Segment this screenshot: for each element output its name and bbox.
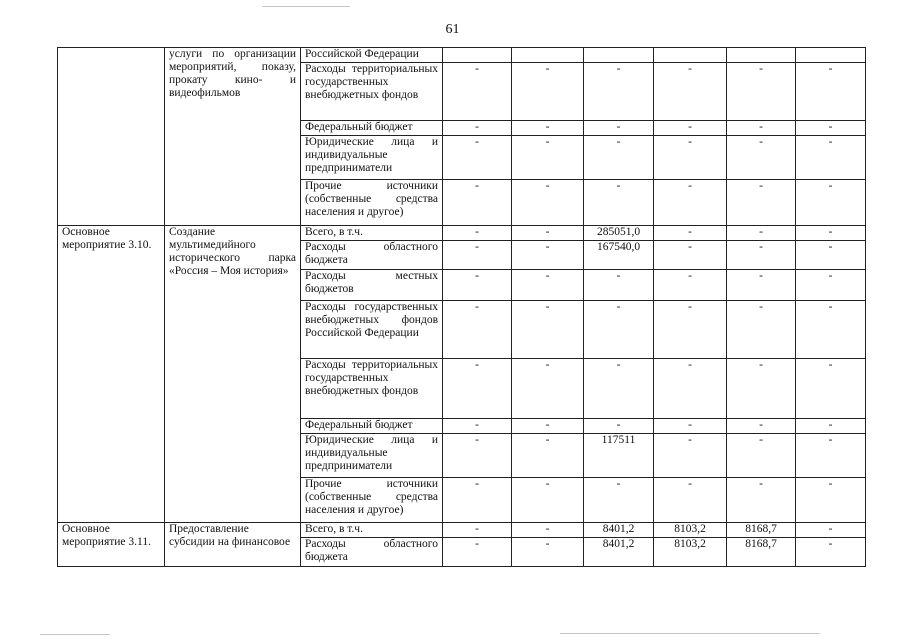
value-cell: 117511 — [584, 434, 654, 478]
value-cell: - — [584, 301, 654, 359]
value-cell: - — [584, 63, 654, 121]
value-cell: - — [512, 419, 584, 434]
source-cell: Всего, в т.ч. — [301, 523, 443, 538]
value-cell: - — [584, 121, 654, 136]
value-cell: - — [512, 478, 584, 523]
value-cell — [512, 48, 584, 63]
value-cell: 8103,2 — [654, 538, 727, 567]
value-cell: - — [443, 241, 512, 270]
source-cell: Расходы областного бюджета — [301, 241, 443, 270]
value-cell: 285051,0 — [584, 226, 654, 241]
value-cell: - — [584, 180, 654, 226]
value-cell: - — [512, 301, 584, 359]
value-cell: - — [443, 478, 512, 523]
value-cell: - — [654, 136, 727, 180]
value-cell: - — [443, 180, 512, 226]
value-cell: - — [727, 121, 796, 136]
event-cell — [58, 48, 165, 226]
source-cell: Федеральный бюджет — [301, 121, 443, 136]
value-cell: - — [512, 226, 584, 241]
value-cell: - — [654, 478, 727, 523]
budget-table — [57, 47, 866, 567]
value-cell: - — [654, 270, 727, 301]
value-cell: - — [796, 241, 866, 270]
source-cell: Всего, в т.ч. — [301, 226, 443, 241]
value-cell: - — [584, 270, 654, 301]
value-cell: - — [727, 226, 796, 241]
value-cell: - — [796, 180, 866, 226]
source-cell: Юридические лица и индивидуальные предприниматели — [301, 434, 443, 478]
value-cell: - — [796, 301, 866, 359]
value-cell: 167540,0 — [584, 241, 654, 270]
scan-artifact — [40, 634, 110, 635]
value-cell: - — [796, 270, 866, 301]
scan-artifact — [560, 633, 820, 634]
value-cell: - — [796, 226, 866, 241]
value-cell: - — [512, 241, 584, 270]
measure-name-cell: услуги по организации мероприятий, показу, прокату кино- и видеофильмов — [165, 48, 301, 226]
value-cell: - — [443, 538, 512, 567]
value-cell: - — [443, 434, 512, 478]
value-cell: - — [654, 121, 727, 136]
value-cell: - — [443, 121, 512, 136]
value-cell: - — [512, 434, 584, 478]
value-cell: - — [727, 359, 796, 419]
measure-name-cell: Предоставление субсидии на финансовое — [165, 523, 301, 567]
value-cell: - — [443, 270, 512, 301]
value-cell: - — [796, 523, 866, 538]
table-row — [58, 523, 866, 538]
value-cell: - — [654, 419, 727, 434]
measure-name-cell: Создание мультимедийного исторического парка «Россия – Моя история» — [165, 226, 301, 523]
value-cell: 8103,2 — [654, 523, 727, 538]
value-cell: - — [443, 523, 512, 538]
source-cell: Расходы местных бюджетов — [301, 270, 443, 301]
value-cell: - — [727, 180, 796, 226]
source-cell: Прочие источники (собственные средства населения и другое) — [301, 478, 443, 523]
value-cell: - — [727, 301, 796, 359]
value-cell: - — [512, 136, 584, 180]
value-cell: - — [584, 359, 654, 419]
value-cell: - — [796, 63, 866, 121]
value-cell: - — [443, 359, 512, 419]
value-cell: - — [727, 241, 796, 270]
value-cell: - — [654, 434, 727, 478]
value-cell: - — [796, 478, 866, 523]
value-cell: - — [512, 359, 584, 419]
value-cell: - — [443, 136, 512, 180]
page-number: 61 — [445, 22, 460, 37]
value-cell: - — [727, 63, 796, 121]
value-cell — [443, 48, 512, 63]
value-cell: - — [443, 226, 512, 241]
value-cell: - — [584, 419, 654, 434]
value-cell: 8168,7 — [727, 538, 796, 567]
table-row — [58, 48, 866, 63]
value-cell: - — [796, 434, 866, 478]
value-cell: - — [796, 538, 866, 567]
value-cell: - — [654, 241, 727, 270]
value-cell: - — [727, 478, 796, 523]
value-cell: - — [512, 180, 584, 226]
source-cell: Расходы территориальных государственных внебюджетных фондов — [301, 63, 443, 121]
value-cell: 8401,2 — [584, 523, 654, 538]
value-cell: - — [512, 121, 584, 136]
value-cell: - — [796, 121, 866, 136]
value-cell — [654, 48, 727, 63]
value-cell — [584, 48, 654, 63]
value-cell: - — [796, 419, 866, 434]
event-cell: Основное мероприятие 3.10. — [58, 226, 165, 523]
value-cell: - — [796, 359, 866, 419]
value-cell: 8401,2 — [584, 538, 654, 567]
source-cell: Расходы территориальных государственных внебюджетных фондов — [301, 359, 443, 419]
value-cell: - — [584, 136, 654, 180]
scan-artifact — [262, 6, 350, 7]
value-cell: - — [727, 419, 796, 434]
source-cell: Расходы государственных внебюджетных фондов Российской Федерации — [301, 301, 443, 359]
value-cell: - — [654, 359, 727, 419]
source-cell: Федеральный бюджет — [301, 419, 443, 434]
value-cell: - — [727, 136, 796, 180]
value-cell: - — [512, 63, 584, 121]
value-cell: - — [443, 63, 512, 121]
value-cell: - — [727, 270, 796, 301]
value-cell: - — [654, 301, 727, 359]
value-cell: - — [654, 226, 727, 241]
value-cell: - — [443, 301, 512, 359]
value-cell — [796, 48, 866, 63]
value-cell: - — [654, 180, 727, 226]
value-cell: - — [584, 478, 654, 523]
value-cell: - — [443, 419, 512, 434]
source-cell: Расходы областного бюджета — [301, 538, 443, 567]
value-cell: - — [512, 523, 584, 538]
value-cell: - — [727, 434, 796, 478]
source-cell: Российской Федерации — [301, 48, 443, 63]
source-cell: Юридические лица и индивидуальные предприниматели — [301, 136, 443, 180]
value-cell: - — [796, 136, 866, 180]
value-cell — [727, 48, 796, 63]
value-cell: - — [654, 63, 727, 121]
table-row — [58, 226, 866, 241]
event-cell: Основное мероприятие 3.11. — [58, 523, 165, 567]
value-cell: - — [512, 270, 584, 301]
source-cell: Прочие источники (собственные средства населения и другое) — [301, 180, 443, 226]
value-cell: - — [512, 538, 584, 567]
value-cell: 8168,7 — [727, 523, 796, 538]
